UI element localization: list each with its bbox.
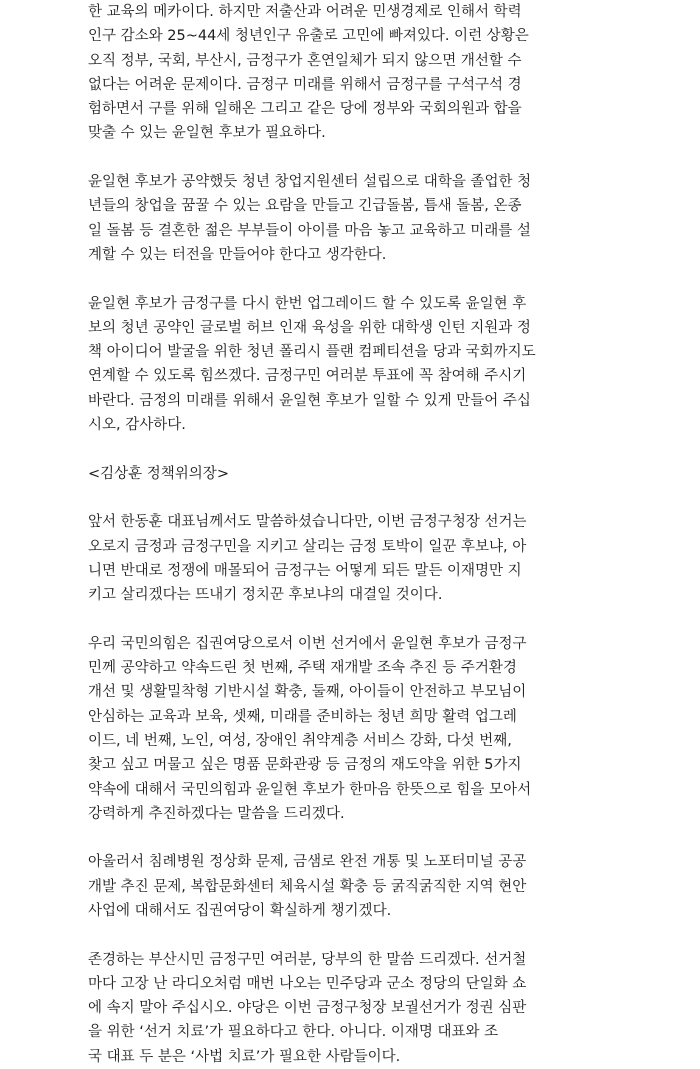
text-line: 험하면서 구를 위해 일해온 그리고 같은 당에 정부와 국회의원과 합을	[88, 101, 522, 118]
text-line: 키고 살리겠다는 뜨내기 정치꾼 후보냐의 대결일 것이다.	[88, 587, 443, 604]
paragraph-spacer	[88, 607, 610, 631]
text-line: 찾고 싶고 머물고 싶은 명품 문화관광 등 금정의 재도약을 위한 5가지	[88, 757, 522, 774]
text-line: 니면 반대로 정쟁에 매몰되어 금정구는 어떻게 되든 말든 이재명만 지	[88, 562, 522, 579]
paragraph-spacer	[88, 486, 610, 510]
text-line: 오직 정부, 국회, 부산시, 금정구가 혼연일체가 되지 않으면 개선할 수	[88, 52, 522, 69]
paragraph-spacer	[88, 437, 610, 461]
paragraph-election-contest	[88, 510, 610, 607]
text-line: 맞출 수 있는 윤일현 후보가 필요하다.	[88, 125, 326, 142]
text-line: 국 대표 두 분은 ‘사법 치료’가 필요한 사람들이다.	[88, 1048, 401, 1065]
section-heading: <김상훈 정책위의장>	[88, 465, 229, 482]
paragraph-five-pledges	[88, 632, 610, 826]
text-line: 개선 및 생활밀착형 기반시설 확충, 둘째, 아이들이 안전하고 부모님이	[88, 684, 527, 701]
text-line: 개발 추진 문제, 복합문화센터 체육시설 확충 등 굵직굵직한 지역 현안	[88, 878, 527, 895]
text-line: 아울러서 침례병원 정상화 문제, 금샘로 완전 개통 및 노포터미널 공공	[88, 854, 527, 871]
text-line: 강력하게 추진하겠다는 말씀을 드리겠다.	[88, 805, 345, 822]
paragraph-education-hub	[88, 0, 610, 146]
text-line: 일 돌봄 등 결혼한 젊은 부부들이 아이를 마음 놓고 교육하고 미래를 설	[88, 222, 531, 239]
text-line: 책 아이디어 발굴을 위한 청년 폴리시 플랜 컴페티션을 당과 국회까지도	[88, 344, 536, 361]
document-page	[88, 0, 610, 1069]
paragraph-local-issues	[88, 850, 610, 923]
text-line: 인구 감소와 25~44세 청년인구 유출로 고민에 빠져있다. 이런 상황은	[88, 28, 529, 45]
text-line: 윤일현 후보가 금정구를 다시 한번 업그레이드 할 수 있도록 윤일현 후	[88, 295, 527, 312]
paragraph-spacer	[88, 146, 610, 170]
text-line: 한 교육의 메카이다. 하지만 저출산과 어려운 민생경제로 인해서 학력	[88, 4, 522, 20]
text-line: 시오, 감사하다.	[88, 417, 186, 434]
text-line: 에 속지 말아 주십시오. 야당은 이번 금정구청장 보궐선거가 정권 심판	[88, 1000, 527, 1017]
text-line: 앞서 한동훈 대표님께서도 말씀하셨습니다만, 이번 금정구청장 선거는	[88, 514, 527, 531]
paragraph-youth-pledge	[88, 292, 610, 438]
text-line: 보의 청년 공약인 글로벌 허브 인재 육성을 위한 대학생 인턴 지원과 정	[88, 319, 531, 336]
text-line: 약속에 대해서 국민의힘과 윤일현 후보가 한마음 한뜻으로 힘을 모아서	[88, 781, 532, 798]
text-line: 민께 공약하고 약속드린 첫 번째, 주택 재개발 조속 추진 등 주거환경	[88, 660, 517, 677]
paragraph-spacer	[88, 923, 610, 947]
text-line: 이드, 네 번째, 노인, 여성, 장애인 취약계층 서비스 강화, 다섯 번째,	[88, 732, 512, 749]
text-line: 안심하는 교육과 보육, 셋째, 미래를 준비하는 청년 희망 활력 업그레	[88, 708, 517, 725]
text-line: 우리 국민의힘은 집권여당으로서 이번 선거에서 윤일현 후보가 금정구	[88, 635, 527, 652]
text-line: 오로지 금정과 금정구민을 지키고 살리는 금정 토박이 일꾼 후보냐, 아	[88, 538, 527, 555]
text-line: 윤일현 후보가 공약했듯 청년 창업지원센터 설립으로 대학을 졸업한 청	[88, 174, 532, 191]
paragraph-spacer	[88, 826, 610, 850]
text-line: 계할 수 있는 터전을 만들어야 한다고 생각한다.	[88, 246, 387, 263]
text-line: 을 위한 ‘선거 치료’가 필요하다고 한다. 아니다. 이재명 대표와 조	[88, 1024, 499, 1041]
text-line: 마다 고장 난 라디오처럼 매번 나오는 민주당과 군소 정당의 단일화 쇼	[88, 975, 527, 992]
text-line: 년들의 창업을 꿈꿀 수 있는 요람을 만들고 긴급돌봄, 틈새 돌봄, 온종	[88, 198, 522, 215]
paragraph-appeal	[88, 948, 610, 1069]
paragraph-youth-startup	[88, 170, 610, 267]
text-line: 없다는 어려운 문제이다. 금정구 미래를 위해서 금정구를 구석구석 경	[88, 76, 522, 93]
text-line: 사업에 대해서도 집권여당이 확실하게 챙기겠다.	[88, 902, 392, 919]
text-line: 존경하는 부산시민 금정구민 여러분, 당부의 한 말씀 드리겠다. 선거철	[88, 951, 527, 968]
paragraph-spacer	[88, 267, 610, 291]
text-line: 바란다. 금정의 미래를 위해서 윤일현 후보가 일할 수 있게 만들어 주십	[88, 392, 531, 409]
text-line: 연계할 수 있도록 힘쓰겠다. 금정구민 여러분 투표에 꼭 참여해 주시기	[88, 368, 527, 385]
